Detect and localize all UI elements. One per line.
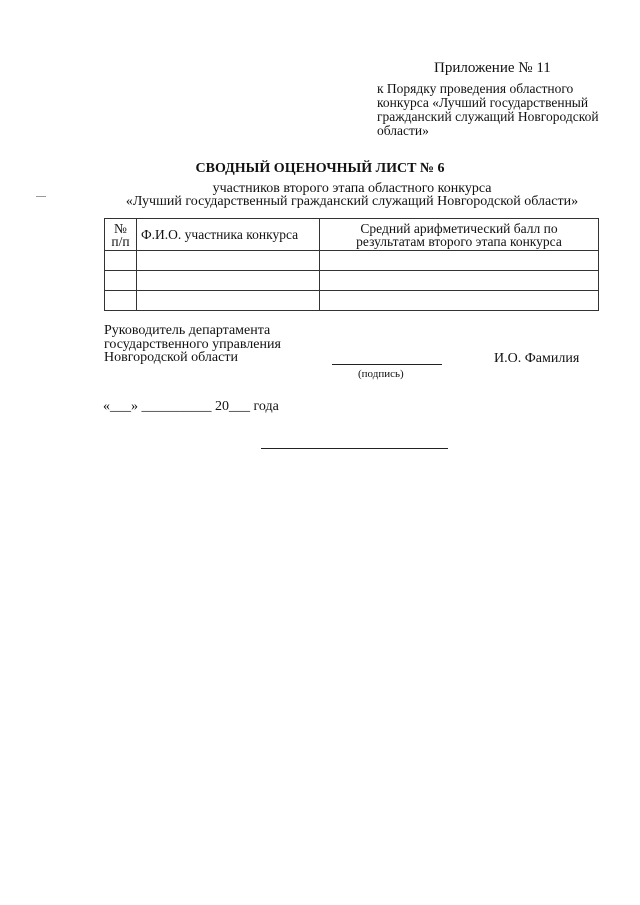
document-subtitle-line1: участников второго этапа областного конкурса [212,181,492,196]
table-header-row [105,219,599,251]
signer-name: И.О. Фамилия [494,351,580,366]
appendix-line: области» [377,123,429,138]
appendix-line: конкурса «Лучший государственный [377,95,589,110]
header-number-line1: № [114,220,127,236]
header-number-line2: п/п [111,233,130,249]
appendix-line: гражданский служащий Новгородской [377,109,599,124]
signature-caption: (подпись) [358,368,404,380]
bottom-rule [261,448,448,449]
table-cell-number[interactable] [105,291,137,311]
signer-position-line: Новгородской области [104,350,238,365]
table-row [105,291,599,311]
table-cell-name[interactable] [137,271,320,291]
score-table [104,218,599,311]
table-cell-name[interactable] [137,251,320,271]
table-cell-score[interactable] [320,291,599,311]
header-participant-name-text: Ф.И.О. участника конкурса [141,227,299,242]
table-cell-number[interactable] [105,251,137,271]
table-row [105,251,599,271]
appendix-reference [377,82,599,138]
document-subtitle-line2: «Лучший государственный гражданский служащий Новгородской области» [125,194,579,209]
document-title: СВОДНЫЙ ОЦЕНОЧНЫЙ ЛИСТ № 6 [195,161,445,176]
appendix-line: к Порядку проведения областного [377,81,574,96]
header-number [105,219,137,251]
appendix-title: Приложение № 11 [434,60,551,76]
signer-position-line: Руководитель департамента [104,323,271,338]
header-average-score [320,219,599,251]
header-participant-name [137,219,320,251]
table-cell-name[interactable] [137,291,320,311]
header-score-line2: результатам второго этапа конкурса [356,233,562,249]
table-cell-score[interactable] [320,251,599,271]
header-score-line1: Средний арифметический балл по [360,220,558,236]
date-line: «___» __________ 20___ года [103,399,279,414]
signature-line[interactable] [332,364,442,365]
table-cell-score[interactable] [320,271,599,291]
table-cell-number[interactable] [105,271,137,291]
signer-position-line: государственного управления [104,336,281,352]
table-row [105,271,599,291]
signer-position [104,324,281,365]
